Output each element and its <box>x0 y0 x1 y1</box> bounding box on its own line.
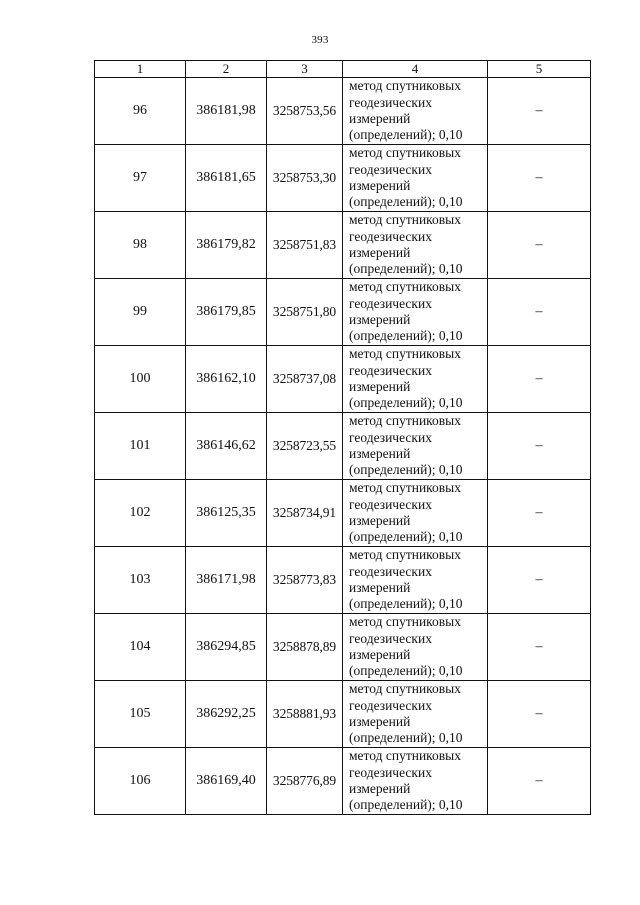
method-text-line: (определений); 0,10 <box>349 328 463 344</box>
x-coordinate-cell: 386181,65 <box>186 145 267 212</box>
column-5-cell: – <box>488 145 591 212</box>
table-row <box>95 212 591 279</box>
method-text-line: геодезических <box>349 630 432 646</box>
table-row <box>95 681 591 748</box>
table-row <box>95 279 591 346</box>
method-text-line: измерений <box>349 781 411 796</box>
table-header-row <box>95 61 591 78</box>
method-text-line: (определений); 0,10 <box>349 797 463 813</box>
method-text-line: (определений); 0,10 <box>349 127 463 143</box>
x-coordinate-cell: 386292,25 <box>186 681 267 748</box>
method-text-line: геодезических <box>349 429 432 445</box>
point-number-cell: 97 <box>95 145 186 212</box>
method-cell <box>343 346 488 413</box>
y-coordinate-cell: 3258753,56 <box>267 78 343 145</box>
method-text-line: метод спутниковых <box>349 346 461 362</box>
method-text-line: метод спутниковых <box>349 547 461 563</box>
column-5-cell: – <box>488 547 591 614</box>
method-cell <box>343 547 488 614</box>
table-row <box>95 413 591 480</box>
column-5-cell: – <box>488 346 591 413</box>
table-row <box>95 78 591 145</box>
method-text-line: геодезических <box>349 94 432 110</box>
method-text-line: геодезических <box>349 161 432 177</box>
method-text-line: геодезических <box>349 362 432 378</box>
method-cell <box>343 748 488 815</box>
method-text-line: метод спутниковых <box>349 413 461 429</box>
column-5-cell: – <box>488 78 591 145</box>
point-number-cell: 99 <box>95 279 186 346</box>
header-cell-4: 4 <box>343 61 488 78</box>
y-coordinate-cell: 3258773,83 <box>267 547 343 614</box>
method-cell <box>343 480 488 547</box>
method-text-line: измерений <box>349 580 411 595</box>
method-text-line: геодезических <box>349 563 432 579</box>
x-coordinate-cell: 386162,10 <box>186 346 267 413</box>
method-text-line: метод спутниковых <box>349 279 461 295</box>
table-row <box>95 480 591 547</box>
method-text-line: измерений <box>349 312 411 327</box>
table-row <box>95 346 591 413</box>
x-coordinate-cell: 386146,62 <box>186 413 267 480</box>
method-text-line: геодезических <box>349 295 432 311</box>
x-coordinate-cell: 386125,35 <box>186 480 267 547</box>
table-body <box>95 61 591 815</box>
y-coordinate-cell: 3258753,30 <box>267 145 343 212</box>
y-coordinate-cell: 3258734,91 <box>267 480 343 547</box>
method-text-line: (определений); 0,10 <box>349 462 463 478</box>
method-text-line: метод спутниковых <box>349 681 461 697</box>
method-text-line: метод спутниковых <box>349 748 461 764</box>
method-cell <box>343 145 488 212</box>
x-coordinate-cell: 386171,98 <box>186 547 267 614</box>
method-text-line: метод спутниковых <box>349 480 461 496</box>
point-number-cell: 106 <box>95 748 186 815</box>
column-5-cell: – <box>488 480 591 547</box>
point-number-cell: 104 <box>95 614 186 681</box>
method-cell <box>343 681 488 748</box>
method-text-line: метод спутниковых <box>349 78 461 94</box>
method-cell <box>343 212 488 279</box>
page-number: 393 <box>311 34 329 46</box>
method-cell <box>343 279 488 346</box>
method-text-line: (определений); 0,10 <box>349 261 463 277</box>
method-text-line: измерений <box>349 178 411 193</box>
header-cell-2: 2 <box>186 61 267 78</box>
method-text-line: (определений); 0,10 <box>349 730 463 746</box>
table-row <box>95 547 591 614</box>
point-number-cell: 96 <box>95 78 186 145</box>
x-coordinate-cell: 386294,85 <box>186 614 267 681</box>
table-row <box>95 748 591 815</box>
method-text-line: геодезических <box>349 697 432 713</box>
method-text-line: измерений <box>349 245 411 260</box>
point-number-cell: 102 <box>95 480 186 547</box>
point-number-cell: 100 <box>95 346 186 413</box>
y-coordinate-cell: 3258737,08 <box>267 346 343 413</box>
method-cell <box>343 614 488 681</box>
method-text-line: измерений <box>349 647 411 662</box>
header-cell-1: 1 <box>95 61 186 78</box>
point-number-cell: 103 <box>95 547 186 614</box>
method-text-line: измерений <box>349 714 411 729</box>
x-coordinate-cell: 386179,82 <box>186 212 267 279</box>
method-text-line: (определений); 0,10 <box>349 194 463 210</box>
method-text-line: метод спутниковых <box>349 212 461 228</box>
x-coordinate-cell: 386179,85 <box>186 279 267 346</box>
column-5-cell: – <box>488 681 591 748</box>
point-number-cell: 98 <box>95 212 186 279</box>
method-text-line: измерений <box>349 513 411 528</box>
y-coordinate-cell: 3258776,89 <box>267 748 343 815</box>
method-text-line: измерений <box>349 379 411 394</box>
y-coordinate-cell: 3258723,55 <box>267 413 343 480</box>
method-text-line: (определений); 0,10 <box>349 663 463 679</box>
point-number-cell: 101 <box>95 413 186 480</box>
y-coordinate-cell: 3258751,83 <box>267 212 343 279</box>
method-text-line: (определений); 0,10 <box>349 529 463 545</box>
method-text-line: измерений <box>349 446 411 461</box>
method-text-line: геодезических <box>349 764 432 780</box>
y-coordinate-cell: 3258751,80 <box>267 279 343 346</box>
header-cell-3: 3 <box>267 61 343 78</box>
method-text-line: метод спутниковых <box>349 614 461 630</box>
table-row <box>95 614 591 681</box>
column-5-cell: – <box>488 748 591 815</box>
method-text-line: метод спутниковых <box>349 145 461 161</box>
method-text-line: (определений); 0,10 <box>349 395 463 411</box>
header-cell-5: 5 <box>488 61 591 78</box>
y-coordinate-cell: 3258881,93 <box>267 681 343 748</box>
method-text-line: геодезических <box>349 496 432 512</box>
method-text-line: измерений <box>349 111 411 126</box>
table-row <box>95 145 591 212</box>
method-text-line: геодезических <box>349 228 432 244</box>
column-5-cell: – <box>488 212 591 279</box>
method-text-line: (определений); 0,10 <box>349 596 463 612</box>
method-cell <box>343 78 488 145</box>
coordinates-table <box>94 60 591 815</box>
point-number-cell: 105 <box>95 681 186 748</box>
y-coordinate-cell: 3258878,89 <box>267 614 343 681</box>
x-coordinate-cell: 386181,98 <box>186 78 267 145</box>
column-5-cell: – <box>488 279 591 346</box>
method-cell <box>343 413 488 480</box>
column-5-cell: – <box>488 614 591 681</box>
x-coordinate-cell: 386169,40 <box>186 748 267 815</box>
column-5-cell: – <box>488 413 591 480</box>
